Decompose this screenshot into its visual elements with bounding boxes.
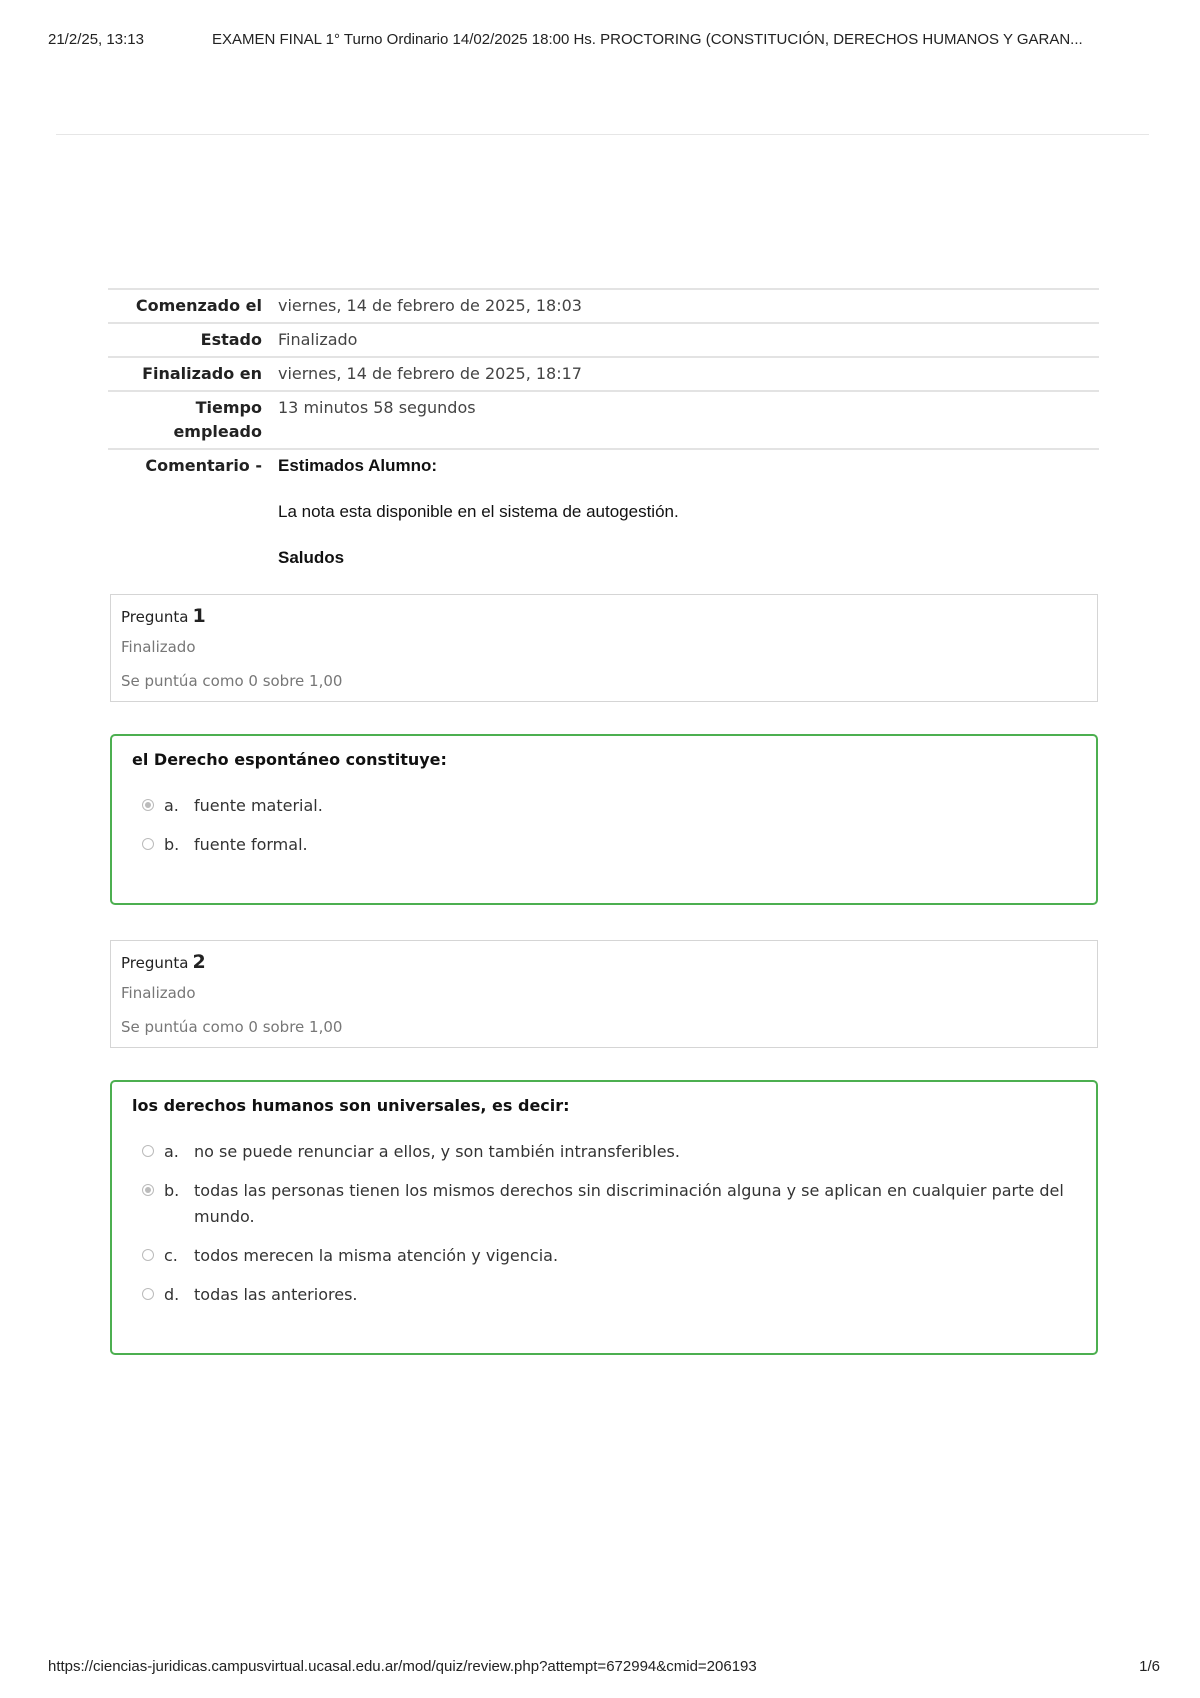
summary-value: Finalizado xyxy=(278,330,358,349)
question-grade: Se puntúa como 0 sobre 1,00 xyxy=(121,672,343,690)
radio-icon[interactable] xyxy=(142,838,154,850)
summary-value: viernes, 14 de febrero de 2025, 18:03 xyxy=(278,296,582,315)
radio-selected-icon[interactable] xyxy=(142,799,154,811)
summary-value: viernes, 14 de febrero de 2025, 18:17 xyxy=(278,364,582,383)
answer-letter: c. xyxy=(164,1246,178,1265)
question-content-1 xyxy=(110,734,1098,905)
divider xyxy=(56,134,1149,135)
summary-label: Comentario - xyxy=(145,456,262,475)
answer-text: todas las anteriores. xyxy=(194,1285,358,1304)
comment-body: La nota esta disponible en el sistema de autogestión. xyxy=(278,502,679,521)
summary-row-state xyxy=(108,324,1099,358)
question-label: Pregunta xyxy=(121,954,189,972)
answer-letter: b. xyxy=(164,1181,180,1200)
radio-icon[interactable] xyxy=(142,1288,154,1300)
answer-letter: b. xyxy=(164,835,180,854)
print-datetime: 21/2/25, 13:13 xyxy=(48,31,144,48)
radio-icon[interactable] xyxy=(142,1249,154,1261)
summary-label: Tiempo empleado xyxy=(173,398,262,441)
answer-option[interactable] xyxy=(132,1139,1076,1165)
question-number-value: 2 xyxy=(192,951,206,973)
question-prompt: el Derecho espontáneo constituye: xyxy=(132,750,447,769)
answer-letter: d. xyxy=(164,1285,180,1304)
answer-text: todas las personas tienen los mismos derechos sin discriminación alguna y se aplican en cualquier parte del mundo. xyxy=(194,1181,1064,1226)
feedback-comment xyxy=(278,450,1099,596)
answer-text: fuente formal. xyxy=(194,835,308,854)
summary-row-started xyxy=(108,290,1099,324)
summary-label: Comenzado el xyxy=(135,296,262,315)
question-state: Finalizado xyxy=(121,638,196,656)
answer-option[interactable] xyxy=(132,1243,1076,1269)
summary-label: Finalizado en xyxy=(142,364,262,383)
answer-option[interactable] xyxy=(132,793,1076,819)
answer-text: fuente material. xyxy=(194,796,323,815)
question-info-2 xyxy=(110,940,1098,1048)
print-page-title: EXAMEN FINAL 1° Turno Ordinario 14/02/2025 18:00 Hs. PROCTORING (CONSTITUCIÓN, DERECHOS HUMANOS Y GARAN... xyxy=(212,31,1083,48)
attempt-summary-table xyxy=(108,288,1099,596)
comment-closing: Saludos xyxy=(278,548,345,567)
summary-label: Estado xyxy=(200,330,262,349)
question-number-value: 1 xyxy=(192,605,206,627)
answer-text: no se puede renunciar a ellos, y son también intransferibles. xyxy=(194,1142,680,1161)
answer-option[interactable] xyxy=(132,1178,1076,1230)
summary-row-time-taken xyxy=(108,392,1099,450)
answer-text: todos merecen la misma atención y vigencia. xyxy=(194,1246,559,1265)
answer-option[interactable] xyxy=(132,832,1076,858)
radio-icon[interactable] xyxy=(142,1145,154,1157)
page-url: https://ciencias-juridicas.campusvirtual.ucasal.edu.ar/mod/quiz/review.php?attempt=672994&cmid=206193 xyxy=(48,1658,757,1675)
answer-letter: a. xyxy=(164,796,179,815)
radio-selected-icon[interactable] xyxy=(142,1184,154,1196)
answer-letter: a. xyxy=(164,1142,179,1161)
question-state: Finalizado xyxy=(121,984,196,1002)
question-grade: Se puntúa como 0 sobre 1,00 xyxy=(121,1018,343,1036)
question-number xyxy=(121,605,1087,628)
question-prompt: los derechos humanos son universales, es decir: xyxy=(132,1096,570,1115)
summary-value: 13 minutos 58 segundos xyxy=(278,398,476,417)
summary-row-finished xyxy=(108,358,1099,392)
page-number: 1/6 xyxy=(1139,1658,1160,1675)
question-label: Pregunta xyxy=(121,608,189,626)
summary-row-comment xyxy=(108,450,1099,596)
question-content-2 xyxy=(110,1080,1098,1355)
comment-greeting: Estimados Alumno: xyxy=(278,456,437,475)
question-info-1 xyxy=(110,594,1098,702)
question-number xyxy=(121,951,1087,974)
answer-option[interactable] xyxy=(132,1282,1076,1308)
